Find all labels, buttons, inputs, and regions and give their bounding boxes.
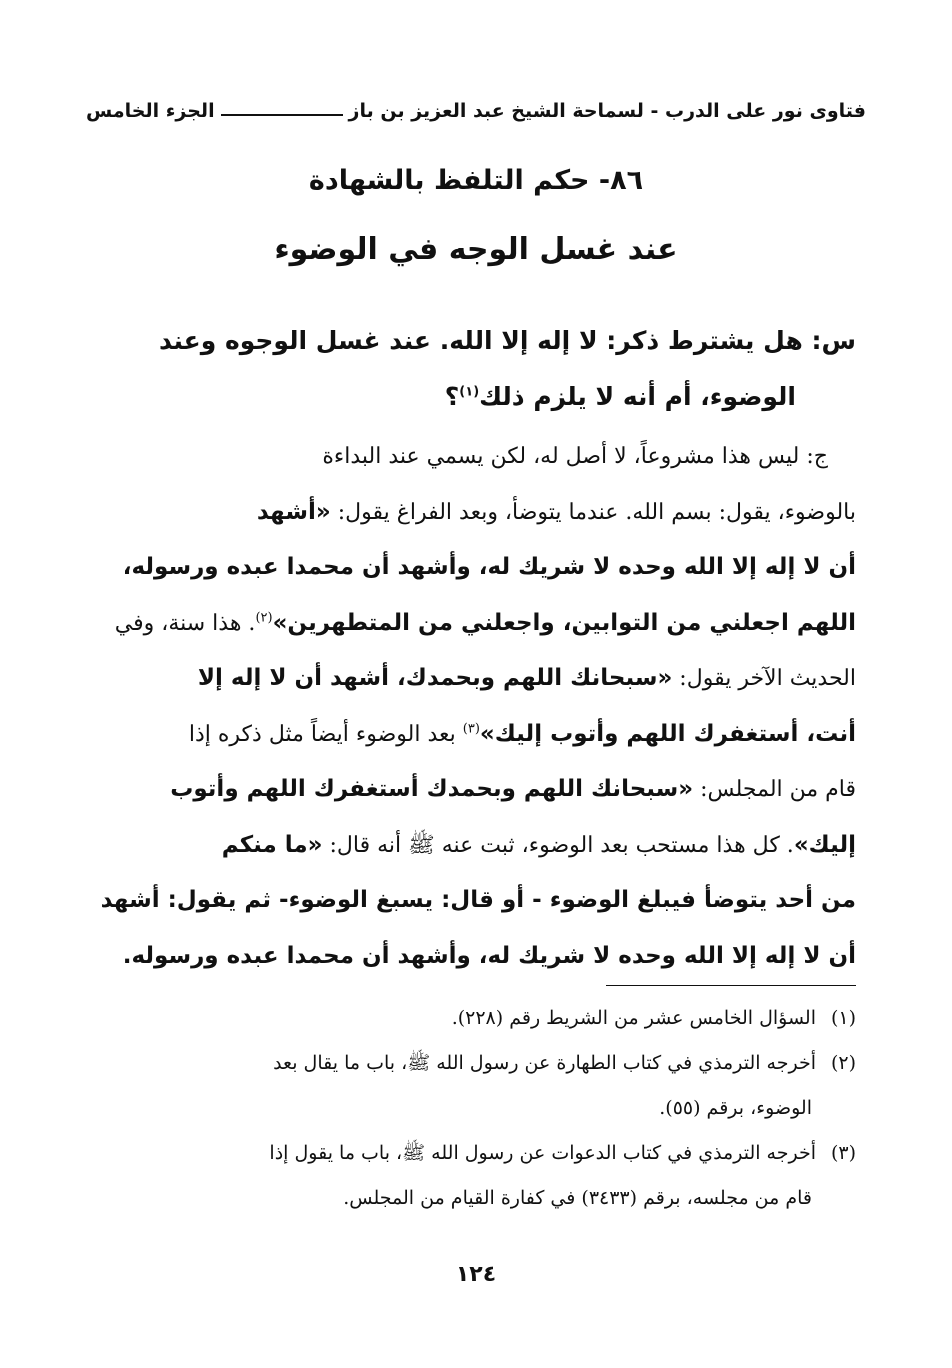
footnote-number: (١) — [830, 1007, 856, 1029]
answer-line-9 — [96, 873, 856, 929]
answer-text: . كل هذا مستحب بعد الوضوء، ثبت عنه ﷺ أنه قال: — [322, 832, 794, 858]
running-header — [86, 100, 866, 122]
page-number: ١٢٤ — [455, 1262, 497, 1287]
answer-line-1: ج: ليس هذا مشروعاً، لا أصل له، لكن يسمي عند البداءة — [322, 444, 828, 469]
footnotes — [86, 996, 856, 1221]
footnote-separator — [606, 985, 856, 986]
footnote-text: أخرجه الترمذي في كتاب الطهارة عن رسول الله ﷺ، باب ما يقال بعد — [273, 1052, 816, 1074]
answer-text: الحديث الآخر يقول: — [672, 666, 856, 691]
footnote-ref-1[interactable]: (١) — [459, 384, 480, 400]
question-line-1: س: هل يشترط ذكر: لا إله إلا الله. عند غسل الوجوه وعند — [159, 326, 856, 355]
answer-text: قام من المجلس: — [693, 777, 856, 802]
answer-line-6 — [96, 707, 856, 763]
footnote-text: السؤال الخامس عشر من الشريط رقم (٢٢٨). — [451, 1007, 816, 1029]
hadith-quote: أن لا إله إلا الله وحده لا شريك له، وأشهد أن محمدا عبده ورسوله، — [122, 554, 856, 580]
hadith-quote: إليك» — [793, 831, 856, 858]
question-mark: ؟ — [444, 382, 460, 411]
book-title: فتاوى نور على الدرب - لسماحة الشيخ عبد العزيز بن باز — [348, 100, 866, 122]
answer-line-10 — [96, 929, 856, 985]
hadith-quote: من أحد يتوضأ فيبلغ الوضوء - أو قال: يسبغ الوضوء- ثم يقول: أشهد — [100, 887, 856, 913]
answer-text: . هذا سنة، وفي — [114, 610, 256, 636]
question-block — [96, 313, 856, 425]
footnote-text: أخرجه الترمذي في كتاب الدعوات عن رسول الله ﷺ، باب ما يقول إذا — [269, 1142, 816, 1164]
question-line-2 — [96, 369, 856, 425]
answer-line-5 — [96, 651, 856, 707]
hadith-quote: «سبحانك اللهم وبحمدك أستغفرك اللهم وأتوب — [170, 776, 694, 802]
chapter-title-line-2: عند غسل الوجه في الوضوء — [274, 232, 678, 267]
answer-text: بعد الوضوء أيضاً مثل ذكره إذا — [188, 721, 463, 747]
hadith-quote: «ما منكم — [221, 831, 323, 858]
hadith-quote: اللهم اجعلني من التوابين، واجعلني من المتطهرين» — [272, 609, 856, 636]
hadith-quote: «أشهد — [256, 498, 331, 525]
footnote-1 — [86, 996, 856, 1041]
header-rule — [221, 114, 343, 116]
footnote-number: (٢) — [830, 1052, 856, 1074]
footnote-ref-3[interactable]: (٣) — [462, 721, 480, 737]
question-text: الوضوء، أم أنه لا يلزم ذلك — [479, 382, 796, 411]
footnote-text: الوضوء، برقم (٥٥). — [659, 1097, 812, 1119]
footnote-2 — [86, 1041, 856, 1131]
answer-line-8 — [96, 818, 856, 874]
hadith-quote: أن لا إله إلا الله وحده لا شريك له، وأشهد أن محمدا عبده ورسوله. — [122, 942, 856, 969]
hadith-quote: «سبحانك اللهم وبحمدك، أشهد أن لا إله إلا — [197, 665, 673, 691]
answer-line-7 — [96, 762, 856, 818]
answer-line-3 — [96, 540, 856, 596]
footnote-number: (٣) — [830, 1142, 856, 1164]
answer-text: بالوضوء، يقول: بسم الله. عندما يتوضأ، وبعد الفراغ يقول: — [330, 499, 856, 525]
answer-line-2 — [96, 485, 856, 541]
footnote-ref-2[interactable]: (٢) — [255, 610, 273, 626]
footnote-3 — [86, 1131, 856, 1221]
volume-label: الجزء الخامس — [86, 100, 215, 122]
answer-line-4 — [96, 596, 856, 652]
footnote-text: قام من مجلسه، برقم (٣٤٣٣) في كفارة القيام من المجلس. — [343, 1187, 812, 1209]
chapter-title-line-1: ٨٦- حكم التلفظ بالشهادة — [308, 165, 644, 196]
answer-block — [96, 430, 856, 984]
hadith-quote: أنت، أستغفرك اللهم وأتوب إليك» — [479, 720, 856, 747]
